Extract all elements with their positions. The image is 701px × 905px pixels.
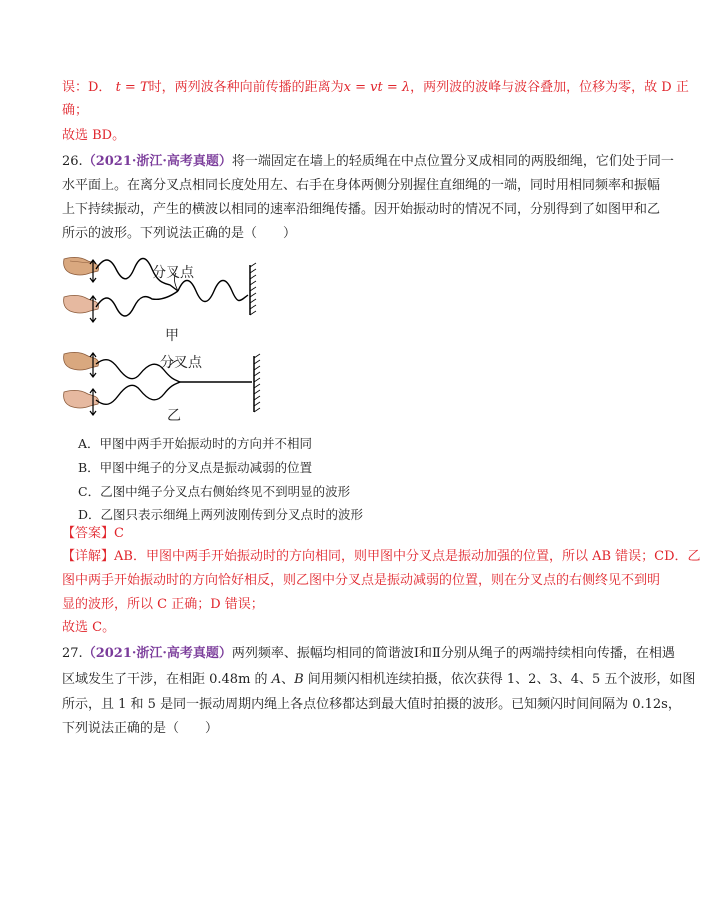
q26-stem-line-1: 26.（2021·浙江·高考真题）将一端固定在墙上的轻质绳在中点位置分叉成相同的两股细绳，它们处于同一 <box>62 154 674 169</box>
q26-answer: 【答案】C <box>62 526 124 541</box>
q26-option-a: A．甲图中两手开始振动时的方向并不相同 <box>78 436 313 451</box>
q26-stem-line-4: 所示的波形。下列说法正确的是（ ） <box>62 226 297 241</box>
solution-line-2: 确； <box>62 103 89 118</box>
q26-explain-line-2: 图中两手开始振动时的方向恰好相反，则乙图中分叉点是振动减弱的位置，则在分叉点的右侧终见不到明 <box>62 573 661 588</box>
solution-line-1: 误：D． t = T时，两列波各种向前传播的距离为x = vt = λ，两列波的波峰与波谷叠加，位移为零，故 D 正 <box>62 80 689 95</box>
q26-stem-line-2: 水平面上。在离分叉点相同长度处用左、右手在身体两侧分别握住直细绳的一端，同时用相同频率和振幅 <box>62 178 661 193</box>
q26-conclusion: 故选 C。 <box>62 620 116 635</box>
q26-explain-line-1: 【详解】AB．甲图中两手开始振动时的方向相同，则甲图中分叉点是振动加强的位置，所以 AB 错误；CD．乙 <box>62 549 701 564</box>
figure-yi-label: 分叉点 <box>160 355 202 371</box>
q26-option-d: D．乙图只表示细绳上两列波刚传到分叉点时的波形 <box>78 507 364 522</box>
q27-stem-line-1: 27.（2021·浙江·高考真题）两列频率、振幅均相同的简谐波Ⅰ和Ⅱ分别从绳子的两端持续相向传播，在相遇 <box>62 646 675 661</box>
q26-option-b: B．甲图中绳子的分叉点是振动减弱的位置 <box>78 460 313 475</box>
q26-option-c: C．乙图中绳子分叉点右侧始终见不到明显的波形 <box>78 484 351 499</box>
solution-conclusion: 故选 BD。 <box>62 128 126 143</box>
figure-yi-caption: 乙 <box>167 408 181 424</box>
figure-jia-label: 分叉点 <box>152 265 194 281</box>
q27-stem-line-2: 区域发生了干涉，在相距 0.48m 的 A、B 间用频闪相机连续拍摄，依次获得 1、2、3、4、5 五个波形，如图 <box>62 672 696 687</box>
q26-explain-line-3: 显的波形，所以 C 正确；D 错误； <box>62 597 264 612</box>
q26-stem-line-3: 上下持续振动，产生的横波以相同的速率沿细绳传播。因开始振动时的情况不同，分别得到了如图甲和乙 <box>62 202 661 217</box>
figure-jia-caption: 甲 <box>165 328 179 344</box>
q27-stem-line-4: 下列说法正确的是（ ） <box>62 721 219 736</box>
q27-stem-line-3: 所示，且 1 和 5 是同一振动周期内绳上各点位移都达到最大值时拍摄的波形。已知频闪时间间隔为 0.12s， <box>62 697 681 712</box>
